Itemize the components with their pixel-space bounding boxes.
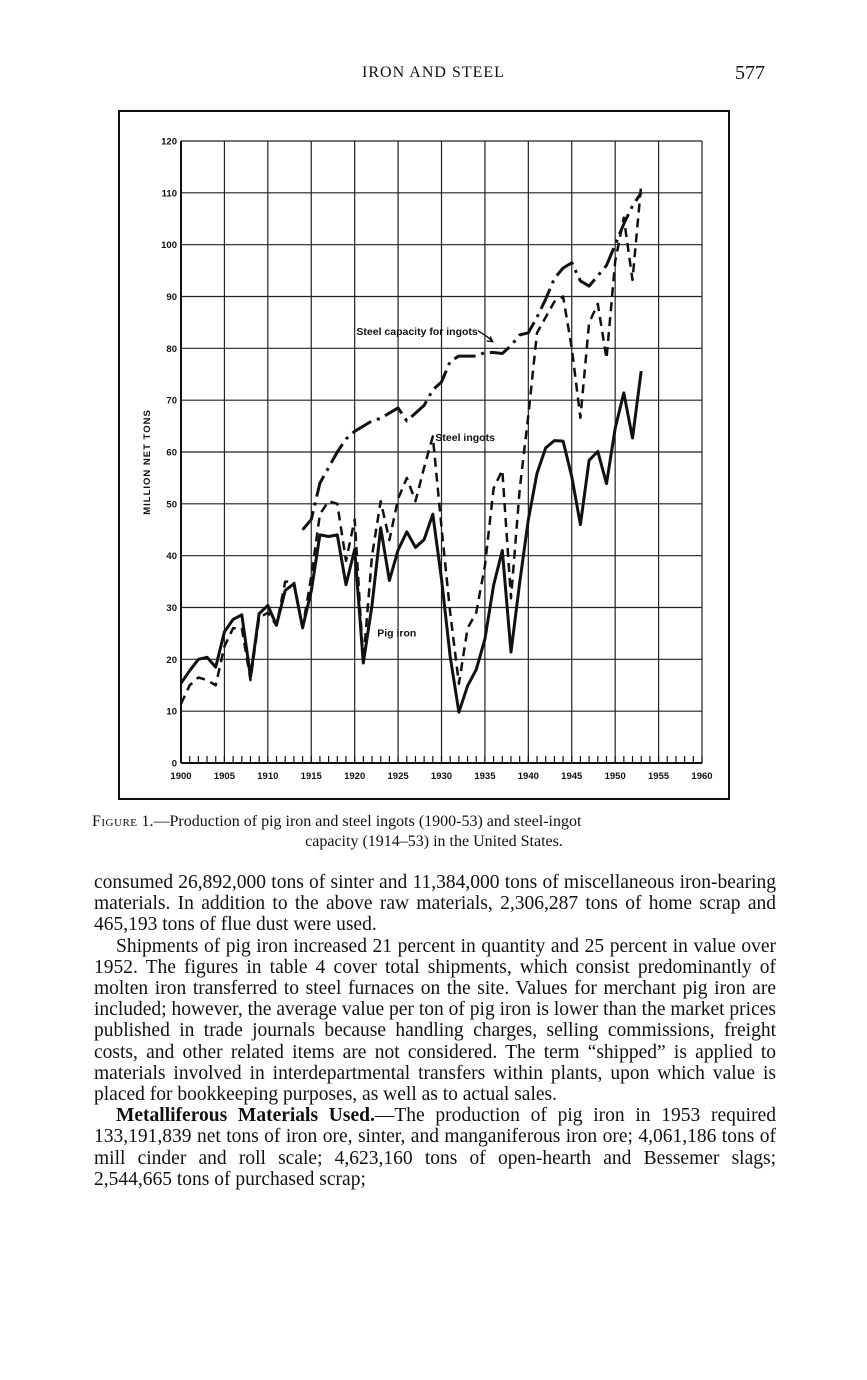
running-title: IRON AND STEEL [362, 64, 505, 81]
body-text [94, 872, 776, 1190]
paragraph-1: consumed 26,892,000 tons of sinter and 11,384,000 tons of miscellaneous iron-bearing materials. In addition to the above raw materials, 2,306,287 tons of home scrap and 465,193 tons of flue dust were used. [94, 872, 776, 936]
x-tick-label: 1935 [474, 771, 496, 782]
x-tick-label: 1900 [170, 771, 192, 782]
y-axis-title: MILLION NET TONS [142, 409, 153, 515]
x-tick-label: 1960 [691, 771, 713, 782]
x-tick-label: 1910 [257, 771, 279, 782]
x-tick-label: 1925 [387, 771, 409, 782]
caption-line-2: capacity (1914–53) in the United States. [305, 833, 563, 850]
y-tick-label: 80 [166, 343, 177, 355]
paragraph-3-text: —The production of pig iron in 1953 required 133,191,839 net tons of iron ore, sinter, and manganiferous iron ore; 4,061,186 tons of mill cinder and roll scale; 4,623,160 tons of open-hearth and Bessemer slags; 2,544,665 tons of purchased scrap; [94, 1105, 776, 1190]
y-tick-label: 110 [161, 188, 177, 200]
label-layer [356, 326, 495, 640]
y-tick-label: 120 [161, 136, 177, 148]
x-tick-label: 1950 [604, 771, 626, 782]
y-tick-label: 50 [166, 499, 177, 511]
x-tick-label: 1905 [213, 771, 235, 782]
y-tick-label: 90 [166, 292, 177, 303]
caption-text-1: 1.—Production of pig iron and steel ingots (1900-53) and steel-ingot [137, 813, 582, 830]
x-tick-label: 1920 [344, 771, 366, 782]
grid-layer [181, 141, 702, 763]
x-tick-label: 1930 [430, 771, 453, 782]
caption-line-1 [92, 812, 776, 832]
figure-frame [118, 110, 730, 800]
y-tick-label: 20 [166, 654, 177, 666]
y-tick-label: 60 [166, 447, 177, 459]
annotation-steel-capacity: Steel capacity for ingots [356, 325, 478, 338]
page-number: 577 [735, 62, 765, 84]
x-tick-label: 1940 [517, 771, 539, 782]
y-tick-label: 30 [166, 603, 177, 614]
series-line-steel-capacity-for-ingots [303, 193, 642, 530]
production-chart [120, 112, 728, 798]
paragraph-3 [94, 1105, 776, 1190]
section-run-head: Metalliferous Materials Used. [116, 1105, 375, 1127]
figure-caption [92, 812, 776, 852]
annotation-pig-iron: Pig iron [377, 627, 417, 640]
x-tick-label: 1955 [648, 771, 670, 782]
annotation-steel-ingots: Steel ingots [435, 432, 495, 445]
x-tick-label: 1945 [561, 771, 583, 782]
y-tick-label: 40 [166, 551, 177, 563]
y-tick-label: 70 [166, 395, 177, 407]
paragraph-2: Shipments of pig iron increased 21 percent in quantity and 25 percent in value over 1952. The figures in table 4 cover total shipments, which consist predominantly of molten iron transferred to steel furnaces on the site. Values for merchant pig iron are included; however, the average value per ton of pig iron is lower than the market prices published in trade journals because handling charges, selling commissions, freight costs, and other related items are not considered. The term “shipped” is applied to materials involved in interdepartmental transfers within plants, upon which value is placed for bookkeeping purposes, as well as to actual sales. [94, 935, 776, 1106]
caption-label: Figure [92, 813, 138, 830]
running-head [0, 62, 867, 86]
y-tick-label: 100 [161, 240, 177, 252]
y-tick-label: 10 [166, 706, 177, 718]
y-tick-label: 0 [171, 758, 177, 770]
x-tick-label: 1915 [300, 771, 322, 782]
